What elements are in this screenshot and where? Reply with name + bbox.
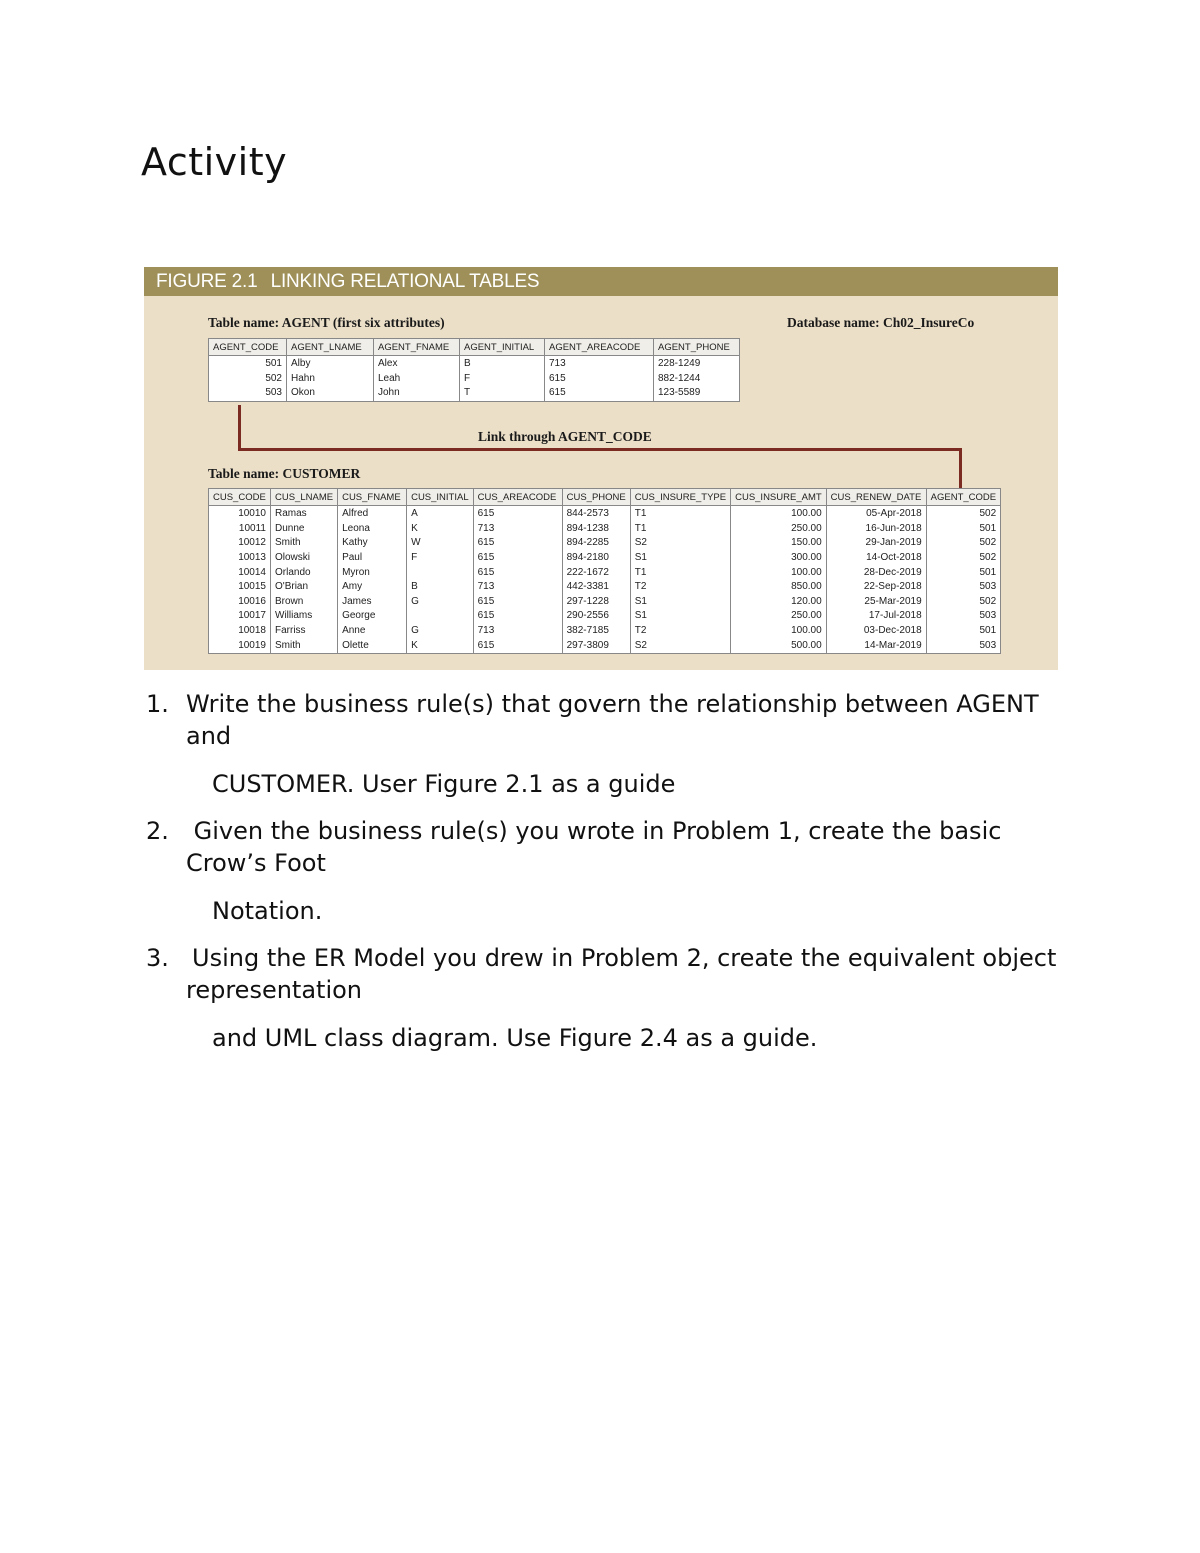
column-header: CUS_INSURE_TYPE	[630, 489, 730, 506]
table-cell: Okon	[287, 386, 374, 401]
question-number: 1.	[146, 690, 169, 718]
table-cell: Alfred	[338, 506, 407, 522]
table-cell: 14-Mar-2019	[826, 638, 926, 653]
table-cell	[407, 609, 474, 624]
column-header: CUS_LNAME	[271, 489, 338, 506]
table-cell: G	[407, 624, 474, 639]
question-number: 2.	[146, 817, 169, 845]
table-cell: 500.00	[731, 638, 827, 653]
table-row	[209, 372, 740, 387]
table-row	[209, 609, 1001, 624]
table-cell: F	[407, 551, 474, 566]
customer-table	[208, 488, 1001, 654]
column-header: CUS_INSURE_AMT	[731, 489, 827, 506]
table-cell: 10010	[209, 506, 271, 522]
table-row	[209, 551, 1001, 566]
table-cell: 713	[473, 624, 562, 639]
table-row	[209, 386, 740, 401]
table-cell: Leona	[338, 522, 407, 537]
column-header: CUS_AREACODE	[473, 489, 562, 506]
table-cell: 10015	[209, 580, 271, 595]
table-cell: T1	[630, 522, 730, 537]
table-cell: Amy	[338, 580, 407, 595]
table-cell: 882-1244	[654, 372, 740, 387]
table-cell: 713	[473, 522, 562, 537]
table-cell: 10016	[209, 595, 271, 610]
table-cell: Williams	[271, 609, 338, 624]
table-cell: T	[460, 386, 545, 401]
table-row	[209, 624, 1001, 639]
table-cell: 502	[926, 536, 1000, 551]
table-cell: 03-Dec-2018	[826, 624, 926, 639]
table-cell: 615	[473, 609, 562, 624]
table-cell: 502	[209, 372, 287, 387]
table-cell: 442-3381	[562, 580, 630, 595]
table-cell: 501	[209, 356, 287, 372]
question-text: Using the ER Model you drew in Problem 2, create the equivalent object representation	[186, 944, 1057, 1004]
table-cell: 10013	[209, 551, 271, 566]
table-cell: 503	[209, 386, 287, 401]
page-title: Activity	[141, 140, 288, 184]
table-row	[209, 638, 1001, 653]
table-cell: 228-1249	[654, 356, 740, 372]
table-cell: Hahn	[287, 372, 374, 387]
question-item	[146, 815, 1066, 927]
table-cell: 250.00	[731, 522, 827, 537]
table-cell: 615	[473, 565, 562, 580]
table-cell: S2	[630, 638, 730, 653]
table-cell: K	[407, 522, 474, 537]
table-cell	[407, 565, 474, 580]
table-cell: T1	[630, 506, 730, 522]
table-cell: 615	[473, 595, 562, 610]
table-cell: B	[460, 356, 545, 372]
table-cell: 894-1238	[562, 522, 630, 537]
table-cell: 17-Jul-2018	[826, 609, 926, 624]
table-cell: 300.00	[731, 551, 827, 566]
column-header: CUS_INITIAL	[407, 489, 474, 506]
question-list	[146, 688, 1066, 1069]
table-cell: 10014	[209, 565, 271, 580]
table-row	[209, 536, 1001, 551]
table-cell: 10011	[209, 522, 271, 537]
table-cell: A	[407, 506, 474, 522]
table-cell: Olowski	[271, 551, 338, 566]
table-cell: Anne	[338, 624, 407, 639]
table-cell: 894-2180	[562, 551, 630, 566]
table-cell: W	[407, 536, 474, 551]
column-header: AGENT_CODE	[926, 489, 1000, 506]
agent-table-name: Table name: AGENT (first six attributes)	[208, 315, 445, 330]
table-cell: 503	[926, 580, 1000, 595]
table-cell: 297-3809	[562, 638, 630, 653]
figure-number: FIGURE 2.1	[156, 271, 258, 292]
table-cell: S1	[630, 595, 730, 610]
table-row	[209, 356, 740, 372]
table-cell: 615	[545, 372, 654, 387]
column-header: AGENT_INITIAL	[460, 339, 545, 356]
table-cell: 28-Dec-2019	[826, 565, 926, 580]
customer-table-name: Table name: CUSTOMER	[208, 466, 361, 481]
table-cell: Brown	[271, 595, 338, 610]
table-cell: 05-Apr-2018	[826, 506, 926, 522]
link-line-right	[959, 448, 962, 490]
table-cell: 713	[473, 580, 562, 595]
table-cell: 615	[473, 506, 562, 522]
table-cell: 502	[926, 506, 1000, 522]
table-cell: 615	[473, 536, 562, 551]
column-header: CUS_RENEW_DATE	[826, 489, 926, 506]
table-cell: Ramas	[271, 506, 338, 522]
table-cell: T2	[630, 624, 730, 639]
table-cell: G	[407, 595, 474, 610]
column-header: CUS_CODE	[209, 489, 271, 506]
link-line-left	[238, 405, 241, 451]
table-cell: Smith	[271, 536, 338, 551]
table-cell: 713	[545, 356, 654, 372]
table-cell: S2	[630, 536, 730, 551]
link-line-horizontal	[238, 448, 962, 451]
table-cell: F	[460, 372, 545, 387]
table-row	[209, 522, 1001, 537]
table-cell: T2	[630, 580, 730, 595]
question-text: Given the business rule(s) you wrote in Problem 1, create the basic Crow’s Foot	[186, 817, 1010, 877]
table-cell: 615	[545, 386, 654, 401]
column-header: CUS_PHONE	[562, 489, 630, 506]
table-cell: 503	[926, 638, 1000, 653]
question-text: Write the business rule(s) that govern the relationship between AGENT and	[186, 690, 1039, 750]
table-cell: 10017	[209, 609, 271, 624]
table-cell: 10012	[209, 536, 271, 551]
table-cell: 501	[926, 522, 1000, 537]
table-cell: 10019	[209, 638, 271, 653]
table-cell: 502	[926, 551, 1000, 566]
figure-caption: LINKING RELATIONAL TABLES	[270, 271, 540, 292]
table-cell: 250.00	[731, 609, 827, 624]
column-header: AGENT_CODE	[209, 339, 287, 356]
table-cell: 123-5589	[654, 386, 740, 401]
table-cell: John	[374, 386, 460, 401]
table-cell: 10018	[209, 624, 271, 639]
question-continuation: and UML class diagram. Use Figure 2.4 as a guide.	[212, 1024, 818, 1052]
table-cell: 615	[473, 551, 562, 566]
question-continuation: CUSTOMER. User Figure 2.1 as a guide	[212, 770, 676, 798]
table-cell: 501	[926, 624, 1000, 639]
column-header: AGENT_PHONE	[654, 339, 740, 356]
question-item	[146, 688, 1066, 800]
table-cell: 29-Jan-2019	[826, 536, 926, 551]
table-cell: 501	[926, 565, 1000, 580]
table-cell: 382-7185	[562, 624, 630, 639]
table-cell: 222-1672	[562, 565, 630, 580]
table-row	[209, 595, 1001, 610]
table-cell: 150.00	[731, 536, 827, 551]
agent-table	[208, 338, 740, 402]
table-cell: 120.00	[731, 595, 827, 610]
table-cell: Leah	[374, 372, 460, 387]
column-header: AGENT_AREACODE	[545, 339, 654, 356]
table-cell: 14-Oct-2018	[826, 551, 926, 566]
column-header: AGENT_FNAME	[374, 339, 460, 356]
table-row	[209, 565, 1001, 580]
table-cell: 844-2573	[562, 506, 630, 522]
table-cell: 100.00	[731, 565, 827, 580]
table-cell: Dunne	[271, 522, 338, 537]
table-row	[209, 506, 1001, 522]
table-cell: Olette	[338, 638, 407, 653]
table-cell: S1	[630, 551, 730, 566]
table-cell: Smith	[271, 638, 338, 653]
table-cell: O'Brian	[271, 580, 338, 595]
table-cell: T1	[630, 565, 730, 580]
database-name: Database name: Ch02_InsureCo	[787, 315, 975, 330]
table-cell: 894-2285	[562, 536, 630, 551]
table-cell: 100.00	[731, 506, 827, 522]
table-cell: 502	[926, 595, 1000, 610]
table-cell: S1	[630, 609, 730, 624]
table-cell: James	[338, 595, 407, 610]
table-cell: Myron	[338, 565, 407, 580]
figure-2-1	[144, 267, 1058, 670]
table-cell: Kathy	[338, 536, 407, 551]
question-number: 3.	[146, 944, 169, 972]
table-cell: 25-Mar-2019	[826, 595, 926, 610]
table-cell: 16-Jun-2018	[826, 522, 926, 537]
table-cell: 503	[926, 609, 1000, 624]
table-cell: George	[338, 609, 407, 624]
table-cell: 290-2556	[562, 609, 630, 624]
question-item	[146, 942, 1066, 1054]
column-header: CUS_FNAME	[338, 489, 407, 506]
table-row	[209, 580, 1001, 595]
table-cell: 22-Sep-2018	[826, 580, 926, 595]
question-continuation: Notation.	[212, 897, 323, 925]
table-cell: K	[407, 638, 474, 653]
link-label: Link through AGENT_CODE	[478, 429, 652, 444]
table-cell: B	[407, 580, 474, 595]
table-cell: Alby	[287, 356, 374, 372]
column-header: AGENT_LNAME	[287, 339, 374, 356]
table-cell: Orlando	[271, 565, 338, 580]
table-cell: Paul	[338, 551, 407, 566]
table-cell: Farriss	[271, 624, 338, 639]
table-cell: 850.00	[731, 580, 827, 595]
table-cell: Alex	[374, 356, 460, 372]
table-cell: 100.00	[731, 624, 827, 639]
figure-header	[144, 267, 1058, 296]
table-cell: 297-1228	[562, 595, 630, 610]
table-cell: 615	[473, 638, 562, 653]
